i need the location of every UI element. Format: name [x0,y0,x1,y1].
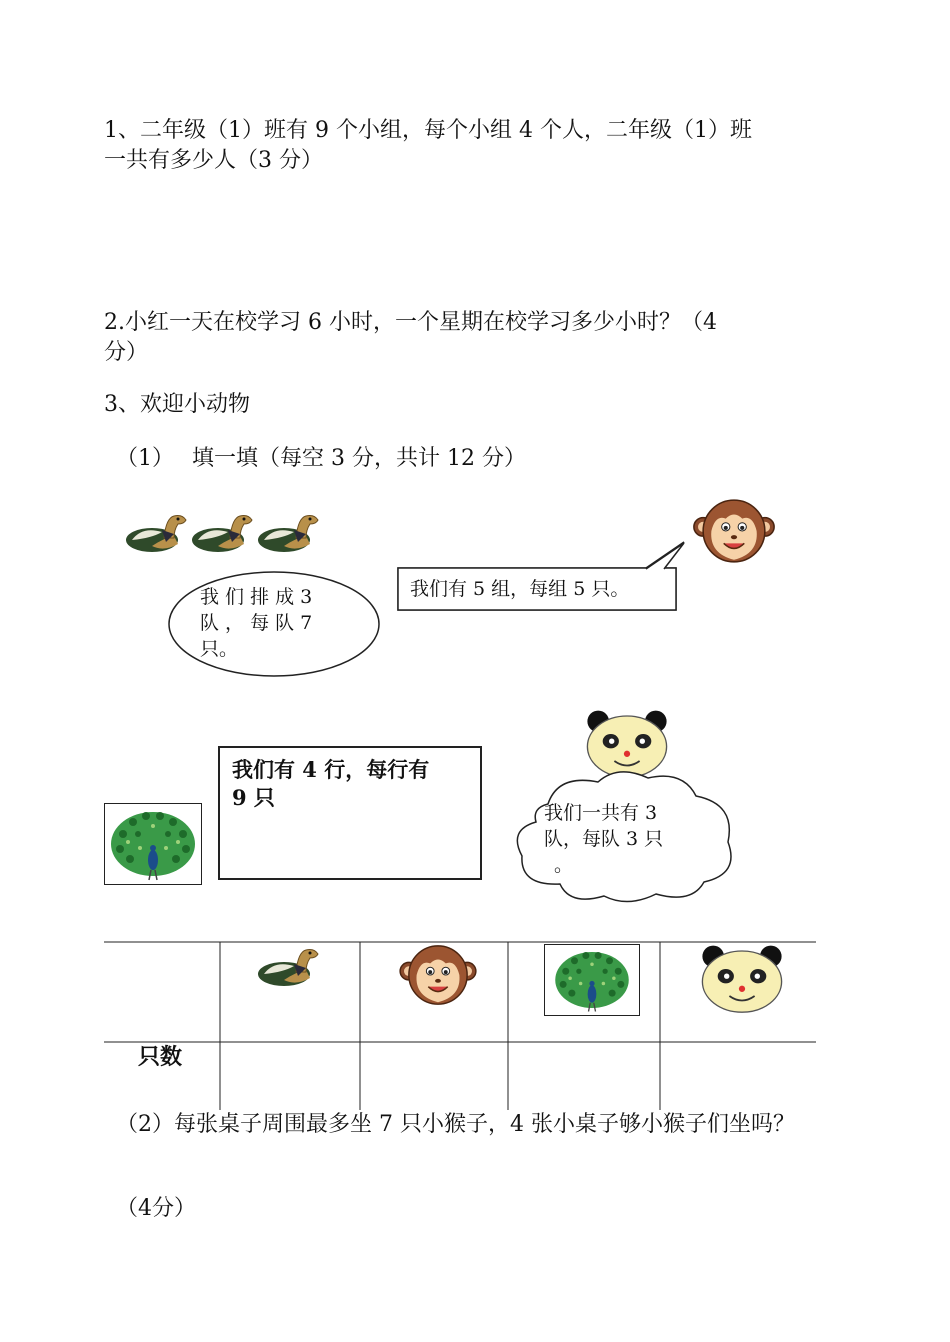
duck-bubble-text [200,584,350,662]
monkey-icon [692,496,776,568]
duck-bubble-line-1: 我 们 排 成 3 [200,586,313,608]
question-3-part-2: （2）每张桌子周围最多坐 7 只小猴子，4 张小桌子够小猴子们坐吗？ [116,1112,795,1137]
peacock-icon [544,944,640,1016]
count-table [104,940,816,1112]
duck-bubble-line-2: 队 ， 每 队 7 [200,612,313,634]
row-label-count: 只数 [138,1044,183,1070]
panda-bubble-line-1: 我们一共有 3 [544,802,658,824]
peacock-icon [104,803,202,885]
panda-bubble-text [544,800,704,878]
panda-bubble-line-3: 。 [554,854,574,876]
question-2-line-2: 分） [104,340,149,365]
peacock-box-line-2: 9 只 [232,785,275,810]
question-2-line-1: 2.小红一天在校学习 6 小时，一个星期在校学习多少小时？（4 [104,310,717,335]
question-3-part-2-score: （4分） [116,1196,196,1221]
answer-cell-panda[interactable] [662,1044,814,1108]
duck-icon [254,508,324,558]
monkey-bubble-text: 我们有 5 组，每组 5 只。 [410,578,630,600]
duck-icon [122,508,192,558]
question-1-line-2: 一共有多少人（3 分） [104,148,323,173]
panda-icon [694,942,790,1014]
duck-icon [188,508,258,558]
question-3-part-1-number: （1） [116,446,174,471]
question-3-title: 3、欢迎小动物 [104,392,250,417]
duck-icon [254,942,324,992]
answer-cell-duck[interactable] [222,1044,358,1108]
panda-bubble-line-2: 队，每队 3 只 [544,828,664,850]
answer-cell-monkey[interactable] [362,1044,506,1108]
question-3-part-1-text: 填一填（每空 3 分，共计 12 分） [192,446,526,471]
monkey-icon [396,942,480,1010]
duck-bubble-line-3: 只。 [200,638,239,660]
peacock-box-line-1: 我们有 4 行，每行有 [232,757,430,782]
answer-cell-peacock[interactable] [510,1044,658,1108]
question-1-line-1: 1、二年级（1）班有 9 个小组，每个小组 4 个人，二年级（1）班 [104,118,752,143]
peacock-speech-box [218,746,482,880]
